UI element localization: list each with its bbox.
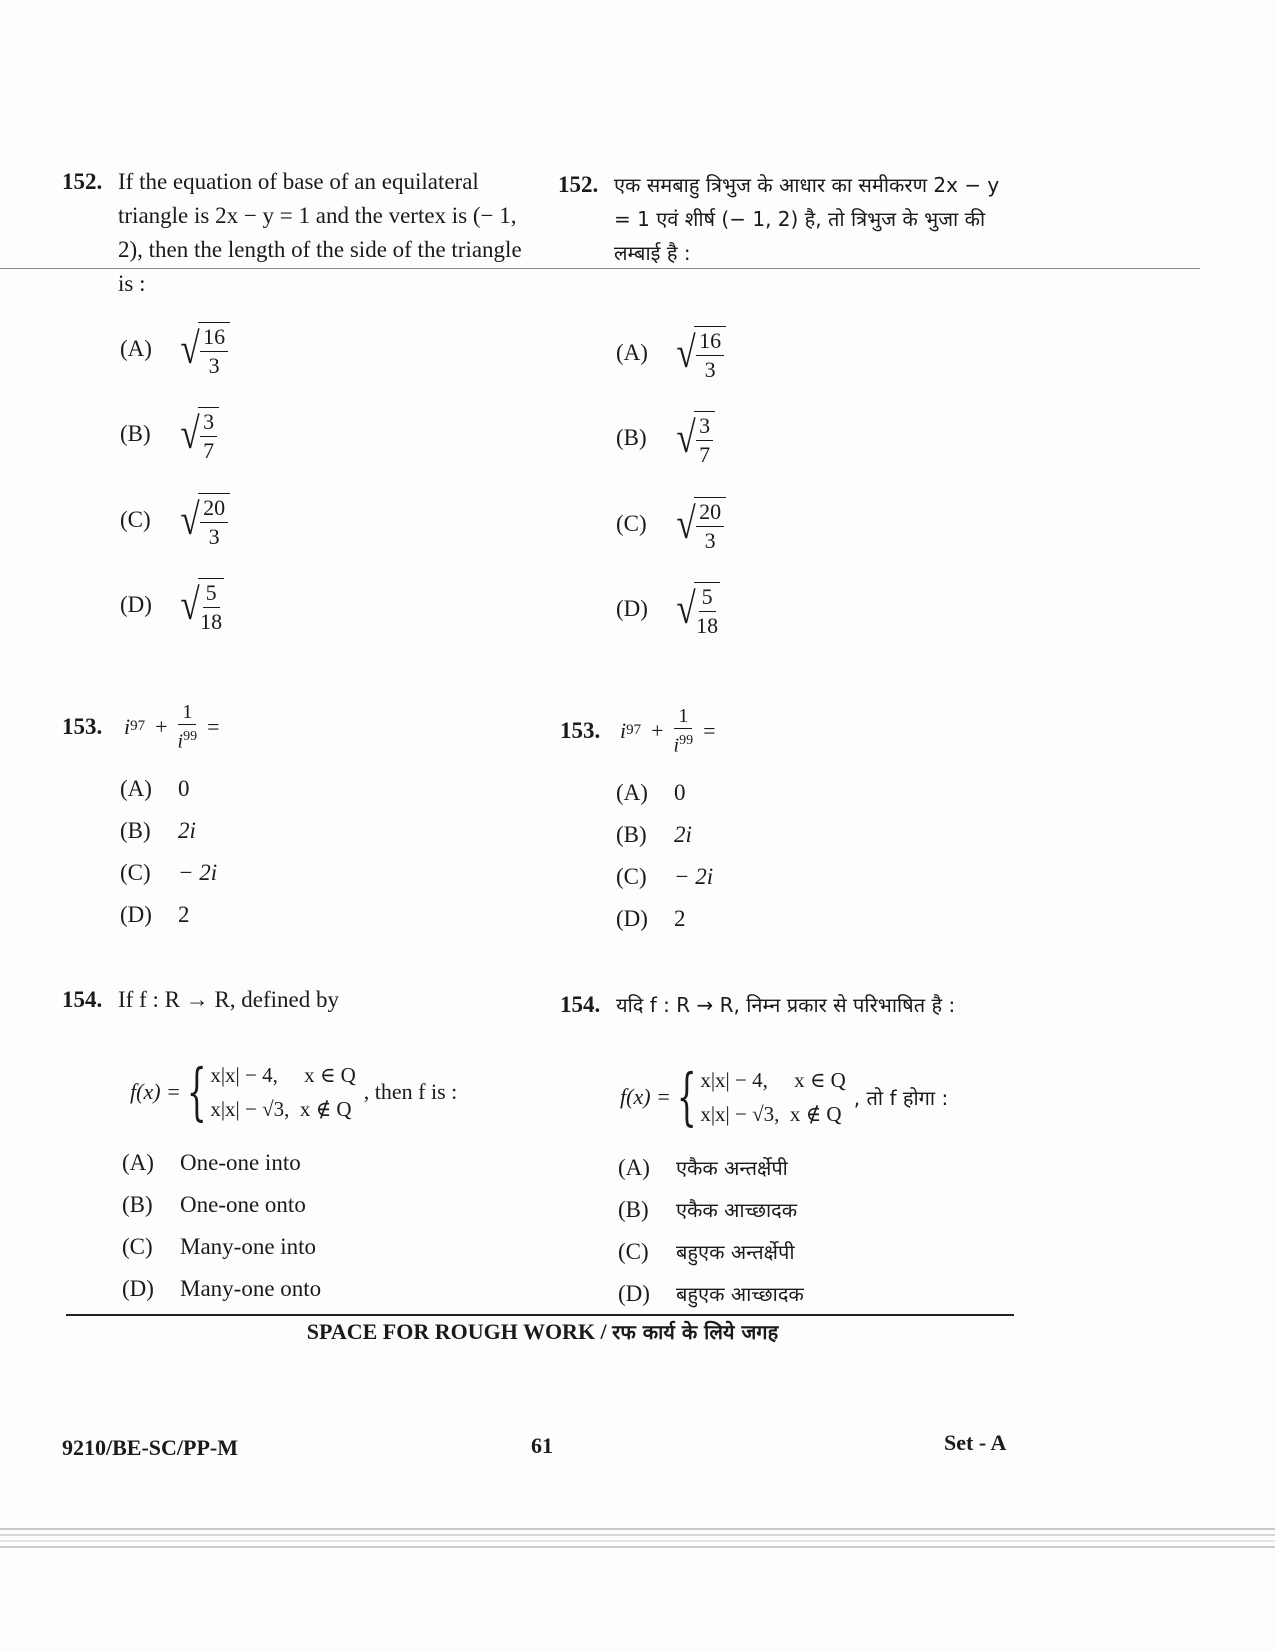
option-c: (C) √ $\frac{20}{3}$ bbox=[120, 489, 230, 551]
question-153-hi: 153. i 97 + $\frac{1}{i^{99}}$ = bbox=[560, 705, 716, 757]
option-b: (B) √ $\frac{3}{7}$ bbox=[120, 403, 219, 465]
option-d: (D) √ $\frac{5}{18}$ bbox=[120, 580, 223, 634]
option-a: (A) एकैक अन्तर्क्षेपी bbox=[618, 1154, 788, 1180]
scan-edge-line bbox=[0, 1528, 1275, 1530]
option-c: (C) बहुएक अन्तर्क्षेपी bbox=[618, 1238, 795, 1264]
option-a: (A) √ $\frac{16}{3}$ bbox=[616, 322, 726, 384]
option-a: (A) 0 bbox=[120, 776, 190, 801]
question-153-en: 153. i 97 + $\frac{1}{i^{99}}$ = bbox=[62, 701, 220, 753]
option-c: (C) − 2i bbox=[616, 864, 714, 889]
question-152-hi: 152. एक समबाहु त्रिभुज के आधार का समीकरण 2x − y = 1 एवं शीर्ष (− 1, 2) है, तो त्रिभुज के भुजा की लम्बाई है : bbox=[558, 172, 1000, 265]
scan-edge-line bbox=[0, 1540, 1275, 1542]
option-c: (C) − 2i bbox=[120, 860, 218, 885]
option-b: (B) √ $\frac{3}{7}$ bbox=[616, 407, 715, 469]
question-text: If the equation of base of an equilateral triangle is 2x − y = 1 and the vertex is (− 1, 2), then the length of the side of the triangle is : bbox=[118, 169, 522, 296]
option-d: (D) बहुएक आच्छादक bbox=[618, 1280, 804, 1306]
set-label: Set - A bbox=[944, 1430, 1007, 1455]
option-b: (B) One-one onto bbox=[122, 1192, 306, 1217]
option-a: (A) 0 bbox=[616, 780, 686, 805]
option-c: (C) Many-one into bbox=[122, 1234, 317, 1259]
scan-edge-line bbox=[0, 1546, 1275, 1548]
option-b: (B) एकैक आच्छादक bbox=[618, 1196, 798, 1222]
question-152-en bbox=[62, 165, 532, 301]
option-d: (D) √ $\frac{5}{18}$ bbox=[616, 584, 719, 638]
option-b: (B) 2i bbox=[120, 818, 196, 843]
option-c: (C) √ $\frac{20}{3}$ bbox=[616, 493, 726, 555]
rough-work-label: SPACE FOR ROUGH WORK / रफ कार्य के लिये जगह bbox=[306, 1319, 779, 1344]
scan-edge-line bbox=[0, 1534, 1275, 1536]
option-b: (B) 2i bbox=[616, 822, 692, 847]
rough-work-divider bbox=[66, 1314, 1014, 1316]
option-a: (A) One-one into bbox=[122, 1150, 301, 1175]
question-154-hi: 154. यदि f : R → R, निम्न प्रकार से परिभाषित है : bbox=[560, 992, 956, 1017]
option-a: (A) √ $\frac{16}{3}$ bbox=[120, 318, 230, 380]
question-number: 152. bbox=[62, 169, 103, 194]
question-154-en: 154. If f : R → R, defined by bbox=[62, 987, 340, 1012]
fold-line bbox=[0, 268, 1200, 269]
page-number: 61 bbox=[531, 1433, 553, 1458]
option-d: (D) Many-one onto bbox=[122, 1276, 322, 1301]
option-d: (D) 2 bbox=[616, 906, 686, 931]
piecewise-function-hi: f(x) = { x|x| − 4, x ∈ Q x|x| − √3, x ∉ Q , तो f होगा : bbox=[620, 1060, 949, 1133]
paper-code: 9210/BE-SC/PP-M bbox=[62, 1435, 238, 1460]
piecewise-function-en: f(x) = { x|x| − 4, x ∈ Q x|x| − √3, x ∉ Q , then f is : bbox=[130, 1055, 458, 1128]
option-d: (D) 2 bbox=[120, 902, 190, 927]
